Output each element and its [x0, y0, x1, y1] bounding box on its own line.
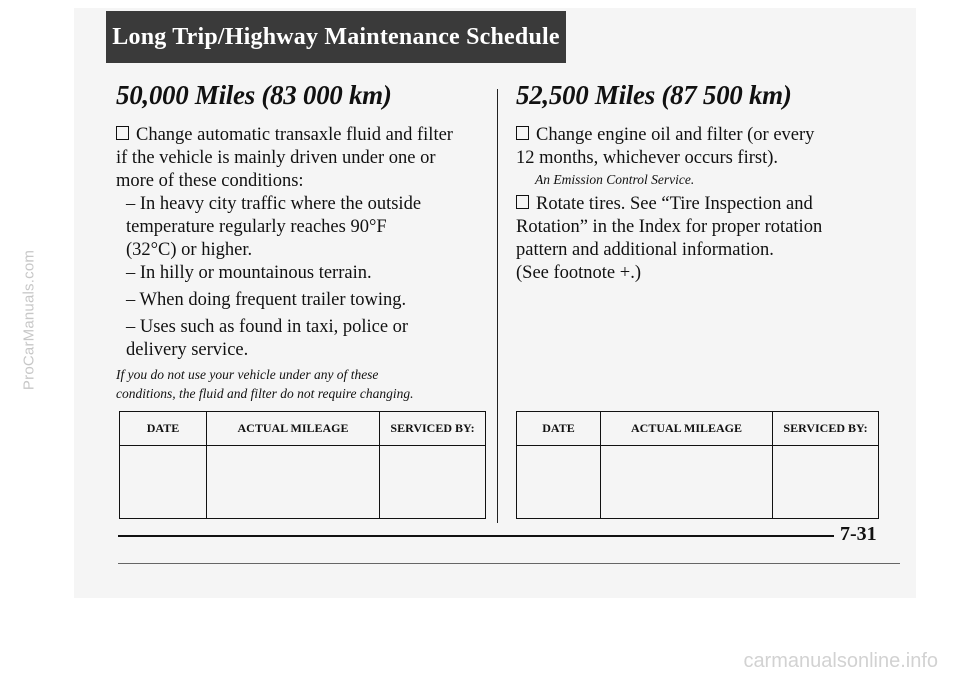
- condition-list-item: – When doing frequent trailer towing.: [126, 290, 407, 310]
- checkbox-icon[interactable]: [116, 126, 129, 140]
- serviced-by-column-header: SERVICED BY:: [773, 412, 879, 446]
- right-item-tires-text: Rotate tires. See “Tire Inspection and Rotation” in the Index for proper rotation pattern and additional information. (See footnote +.): [516, 194, 823, 283]
- mileage-column-header: ACTUAL MILEAGE: [207, 412, 380, 446]
- left-mileage-heading: 50,000 Miles (83 000 km): [116, 80, 392, 110]
- mileage-cell[interactable]: [601, 446, 773, 519]
- side-watermark-text: ProCarManuals.com: [20, 249, 38, 391]
- left-footnote: If you do not use your vehicle under any of these conditions, the fluid and filter do not require changing.: [116, 367, 414, 401]
- left-checklist-item: [116, 124, 486, 193]
- checkbox-icon[interactable]: [516, 195, 529, 209]
- condition-list-item: – Uses such as found in taxi, police or delivery service.: [126, 317, 409, 360]
- serviced-by-cell[interactable]: [380, 446, 486, 519]
- serviced-by-column-header: SERVICED BY:: [380, 412, 486, 446]
- right-checklist-item-oil: [516, 124, 876, 170]
- footer-rule: [118, 535, 834, 537]
- table-header-row: [517, 412, 879, 446]
- column-divider: [497, 89, 498, 523]
- table-row: [517, 446, 879, 519]
- right-item-oil-text: Change engine oil and filter (or every 12 months, whichever occurs first).: [516, 125, 815, 168]
- bottom-watermark: carmanualsonline.info: [743, 650, 938, 672]
- left-service-record-table: [119, 411, 486, 519]
- date-cell[interactable]: [517, 446, 601, 519]
- table-row: [120, 446, 486, 519]
- condition-list-item: – In hilly or mountainous terrain.: [126, 263, 372, 283]
- right-service-record-table: [516, 411, 879, 519]
- serviced-by-cell[interactable]: [773, 446, 879, 519]
- date-column-header: DATE: [517, 412, 601, 446]
- side-watermark: [12, 150, 46, 490]
- date-cell[interactable]: [120, 446, 207, 519]
- right-checklist-item-tires: [516, 193, 876, 285]
- emission-control-note: An Emission Control Service.: [535, 172, 695, 187]
- right-mileage-heading: 52,500 Miles (87 500 km): [516, 80, 792, 110]
- checkbox-icon[interactable]: [516, 126, 529, 140]
- page-number: 7-31: [840, 523, 877, 545]
- footer-rule-thin: [118, 563, 900, 564]
- mileage-column-header: ACTUAL MILEAGE: [601, 412, 773, 446]
- date-column-header: DATE: [120, 412, 207, 446]
- left-item-text: Change automatic transaxle fluid and filter if the vehicle is mainly driven under one or more of these conditions:: [116, 125, 453, 191]
- table-header-row: [120, 412, 486, 446]
- section-banner: Long Trip/Highway Maintenance Schedule: [106, 11, 566, 63]
- condition-list-item: – In heavy city traffic where the outside temperature regularly reaches 90°F (32°C) or higher.: [126, 194, 422, 260]
- mileage-cell[interactable]: [207, 446, 380, 519]
